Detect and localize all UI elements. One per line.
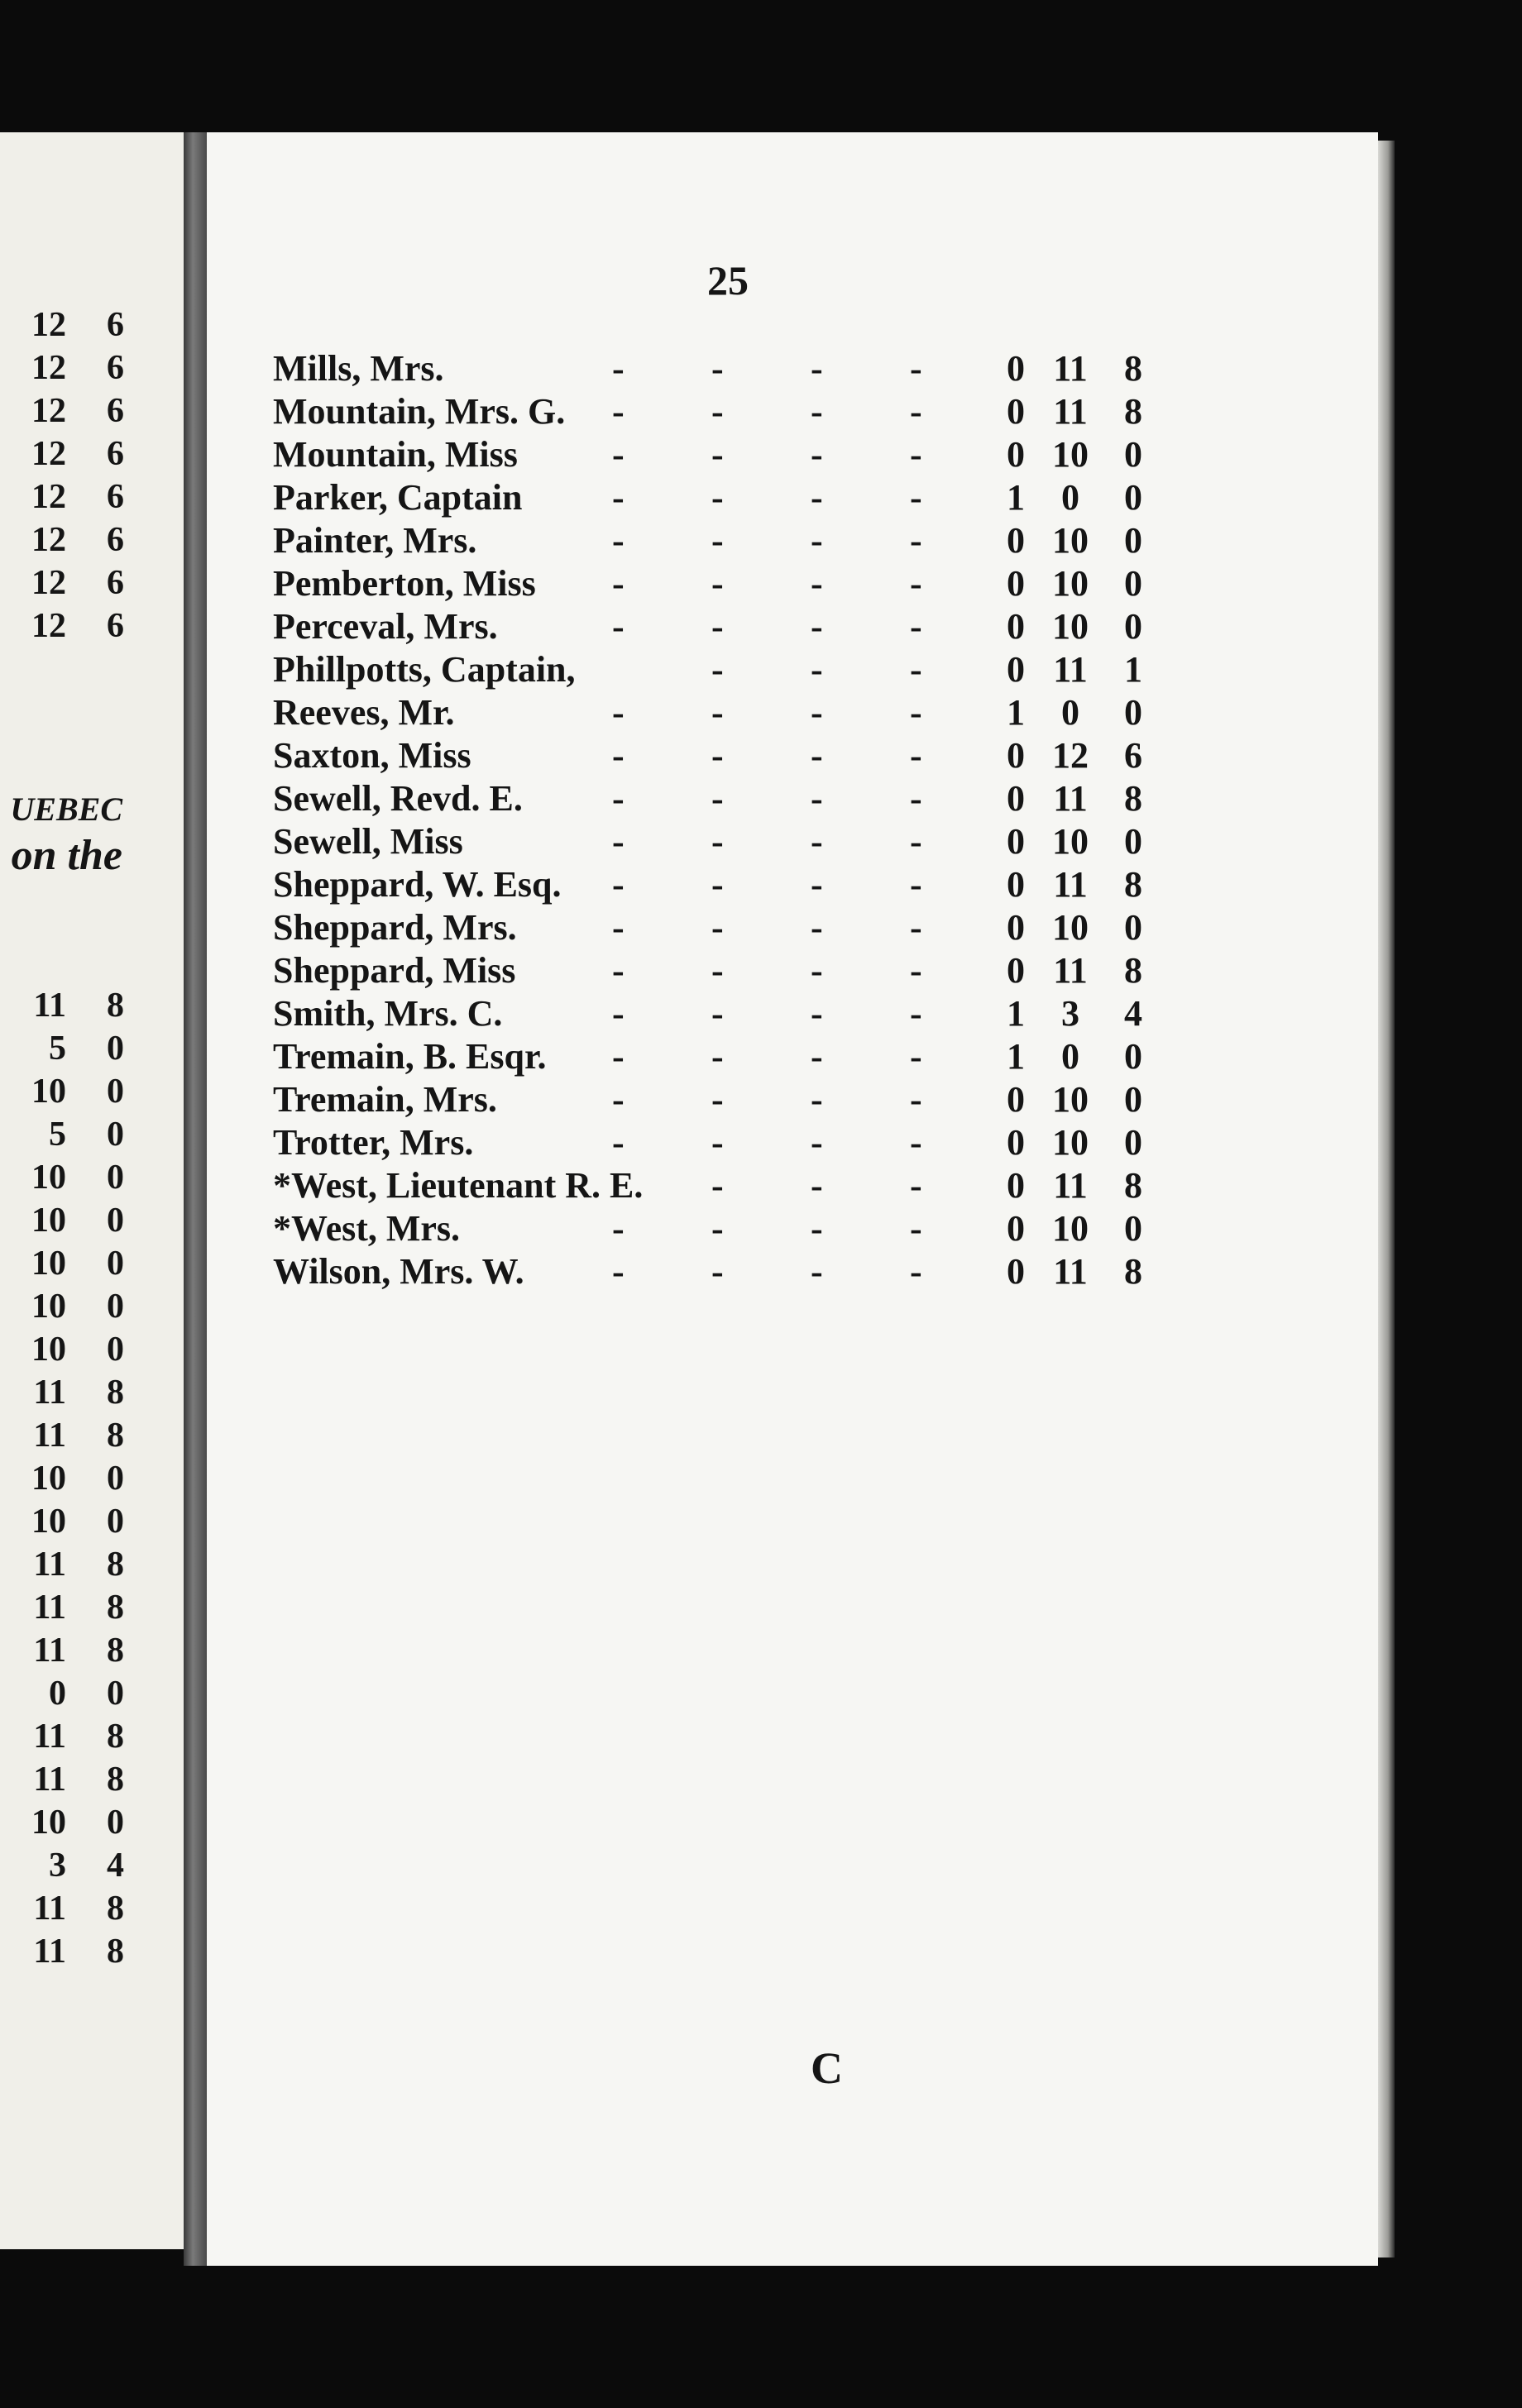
subscriber-row xyxy=(273,347,1332,390)
previous-page-row xyxy=(0,1414,124,1457)
subscriber-row xyxy=(273,734,1332,777)
previous-page-pence: 8 xyxy=(107,1632,124,1670)
amount-pence: 0 xyxy=(1124,606,1142,647)
previous-page-shillings: 11 xyxy=(33,1933,66,1971)
previous-page-row xyxy=(0,1930,124,1973)
amount-shillings: 10 xyxy=(1052,821,1089,862)
leader-dash: - xyxy=(811,1208,823,1249)
leader-dash: - xyxy=(711,993,724,1034)
amount-pounds: 0 xyxy=(1007,735,1025,776)
previous-page-pence: 0 xyxy=(107,1460,124,1498)
previous-page-row xyxy=(0,1543,124,1586)
subscriber-row xyxy=(273,390,1332,433)
leader-dash: - xyxy=(811,434,823,475)
previous-page-row xyxy=(0,1199,124,1242)
leader-dash: - xyxy=(811,864,823,905)
subscriber-row xyxy=(273,1164,1332,1207)
leader-dash: - xyxy=(711,1079,724,1120)
amount-pence: 4 xyxy=(1124,993,1142,1034)
leader-dash: - xyxy=(612,993,625,1034)
leader-dash: - xyxy=(612,821,625,862)
amount-pence: 1 xyxy=(1124,649,1142,690)
amount-pounds: 0 xyxy=(1007,434,1025,475)
leader-dash: - xyxy=(711,735,724,776)
amount-pounds: 0 xyxy=(1007,649,1025,690)
leader-dash: - xyxy=(811,1122,823,1163)
previous-page-shillings: 5 xyxy=(49,1116,66,1154)
subscriber-name: Sewell, Revd. E. xyxy=(273,778,523,819)
previous-page-row xyxy=(0,303,124,346)
previous-page-shillings: 12 xyxy=(31,564,66,602)
leader-dash: - xyxy=(910,907,922,948)
amount-pence: 6 xyxy=(1124,735,1142,776)
previous-page-shillings: 5 xyxy=(49,1030,66,1068)
previous-page-row xyxy=(0,1027,124,1070)
leader-dash: - xyxy=(811,735,823,776)
previous-page-pence: 0 xyxy=(107,1030,124,1068)
previous-page-shillings: 12 xyxy=(31,349,66,387)
previous-page-row xyxy=(0,1672,124,1715)
previous-page-row xyxy=(0,604,124,647)
signature-mark: C xyxy=(811,2043,843,2093)
leader-dash: - xyxy=(711,864,724,905)
subscriber-row xyxy=(273,1121,1332,1164)
subscriber-name: Sheppard, Mrs. xyxy=(273,907,517,948)
leader-dash: - xyxy=(612,864,625,905)
leader-dash: - xyxy=(711,907,724,948)
amount-pence: 8 xyxy=(1124,1165,1142,1206)
subscriber-row xyxy=(273,648,1332,691)
previous-page-shillings: 10 xyxy=(31,1245,66,1283)
amount-pounds: 0 xyxy=(1007,907,1025,948)
previous-page-shillings: 10 xyxy=(31,1288,66,1326)
previous-page-shillings: 11 xyxy=(33,1546,66,1584)
previous-page-shillings: 12 xyxy=(31,435,66,473)
leader-dash: - xyxy=(910,348,922,389)
previous-page-pence: 6 xyxy=(107,306,124,344)
leader-dash: - xyxy=(811,563,823,604)
leader-dash: - xyxy=(910,649,922,690)
amount-pence: 0 xyxy=(1124,692,1142,733)
leader-dash: - xyxy=(612,692,625,733)
previous-page-shillings: 10 xyxy=(31,1073,66,1111)
amount-shillings: 10 xyxy=(1052,606,1089,647)
leader-dash: - xyxy=(811,907,823,948)
page-number: 25 xyxy=(707,257,749,303)
subscriber-name: Mills, Mrs. xyxy=(273,348,444,389)
leader-dash: - xyxy=(711,692,724,733)
amount-pence: 0 xyxy=(1124,477,1142,518)
previous-page-pence: 6 xyxy=(107,435,124,473)
previous-page-shillings: 10 xyxy=(31,1503,66,1541)
leader-dash: - xyxy=(910,1208,922,1249)
subscriber-row xyxy=(273,562,1332,605)
leader-dash: - xyxy=(811,348,823,389)
leader-dash: - xyxy=(711,606,724,647)
subscriber-row xyxy=(273,433,1332,476)
previous-page-pence: 0 xyxy=(107,1245,124,1283)
previous-page-pence: 8 xyxy=(107,1417,124,1455)
subscriber-name: Painter, Mrs. xyxy=(273,520,477,561)
subscriber-name: Sewell, Miss xyxy=(273,821,463,862)
amount-pence: 0 xyxy=(1124,520,1142,561)
subscriber-row xyxy=(273,691,1332,734)
leader-dash: - xyxy=(811,950,823,991)
previous-page-fragment xyxy=(0,132,184,2249)
leader-dash: - xyxy=(711,821,724,862)
amount-pounds: 0 xyxy=(1007,950,1025,991)
amount-shillings: 11 xyxy=(1053,1165,1088,1206)
subscriber-row xyxy=(273,863,1332,906)
amount-shillings: 10 xyxy=(1052,434,1089,475)
leader-dash: - xyxy=(910,950,922,991)
subscriber-name: *West, Mrs. xyxy=(273,1208,461,1249)
amount-pence: 0 xyxy=(1124,1036,1142,1077)
previous-page-shillings: 3 xyxy=(49,1847,66,1885)
previous-page-pence: 0 xyxy=(107,1159,124,1197)
leader-dash: - xyxy=(711,1251,724,1292)
leader-dash: - xyxy=(612,1251,625,1292)
leader-dash: - xyxy=(711,950,724,991)
previous-page-pence: 8 xyxy=(107,1890,124,1928)
leader-dash: - xyxy=(811,1036,823,1077)
previous-page-shillings: 11 xyxy=(33,1589,66,1627)
leader-dash: - xyxy=(910,1165,922,1206)
leader-dash: - xyxy=(612,907,625,948)
previous-page-row xyxy=(0,1801,124,1844)
previous-page-pence: 8 xyxy=(107,1374,124,1412)
amount-pence: 0 xyxy=(1124,821,1142,862)
previous-page-shillings: 10 xyxy=(31,1804,66,1842)
amount-pounds: 0 xyxy=(1007,1122,1025,1163)
previous-page-row xyxy=(0,1887,124,1930)
leader-dash: - xyxy=(811,778,823,819)
previous-page-row xyxy=(0,984,124,1027)
subscriber-row xyxy=(273,1078,1332,1121)
amount-pounds: 1 xyxy=(1007,1036,1025,1077)
subscriber-name: Sheppard, W. Esq. xyxy=(273,864,562,905)
previous-page-shillings: 10 xyxy=(31,1331,66,1369)
leader-dash: - xyxy=(811,821,823,862)
leader-dash: - xyxy=(711,563,724,604)
previous-page-row xyxy=(0,1715,124,1758)
leader-dash: - xyxy=(811,1165,823,1206)
previous-page-pence: 4 xyxy=(107,1847,124,1885)
leader-dash: - xyxy=(910,1251,922,1292)
previous-page-shillings: 11 xyxy=(33,1417,66,1455)
subscriber-name: Wilson, Mrs. W. xyxy=(273,1251,524,1292)
leader-dash: - xyxy=(711,649,724,690)
amount-pounds: 0 xyxy=(1007,1079,1025,1120)
previous-page-pence: 6 xyxy=(107,392,124,430)
previous-page-pence: 8 xyxy=(107,1718,124,1756)
amount-pence: 8 xyxy=(1124,950,1142,991)
leader-dash: - xyxy=(910,1036,922,1077)
amount-pence: 8 xyxy=(1124,778,1142,819)
book-gutter xyxy=(184,132,207,2266)
subscriber-name: Sheppard, Miss xyxy=(273,950,516,991)
previous-page-row xyxy=(0,475,124,518)
leader-dash: - xyxy=(612,1036,625,1077)
leader-dash: - xyxy=(711,1036,724,1077)
previous-page-shillings: 11 xyxy=(33,1761,66,1799)
amount-pounds: 0 xyxy=(1007,563,1025,604)
leader-dash: - xyxy=(910,391,922,432)
leader-dash: - xyxy=(711,1122,724,1163)
previous-page-pence: 0 xyxy=(107,1073,124,1111)
previous-page-pence: 0 xyxy=(107,1503,124,1541)
leader-dash: - xyxy=(811,477,823,518)
subscriber-row xyxy=(273,820,1332,863)
amount-shillings: 10 xyxy=(1052,1208,1089,1249)
amount-pence: 8 xyxy=(1124,391,1142,432)
leader-dash: - xyxy=(612,1122,625,1163)
leader-dash: - xyxy=(612,778,625,819)
previous-page-pence: 0 xyxy=(107,1331,124,1369)
previous-page-shillings: 12 xyxy=(31,521,66,559)
amount-shillings: 12 xyxy=(1052,735,1089,776)
amount-shillings: 0 xyxy=(1061,692,1079,733)
leader-dash: - xyxy=(910,563,922,604)
leader-dash: - xyxy=(612,606,625,647)
previous-page-row xyxy=(0,1758,124,1801)
leader-dash: - xyxy=(910,778,922,819)
previous-page-row xyxy=(0,561,124,604)
amount-pounds: 0 xyxy=(1007,864,1025,905)
leader-dash: - xyxy=(910,1122,922,1163)
previous-page-row xyxy=(0,1586,124,1629)
previous-page-row xyxy=(0,1156,124,1199)
leader-dash: - xyxy=(811,993,823,1034)
previous-page-shillings: 10 xyxy=(31,1159,66,1197)
previous-page-row xyxy=(0,518,124,561)
amount-shillings: 3 xyxy=(1061,993,1079,1034)
amount-shillings: 11 xyxy=(1053,778,1088,819)
previous-page-pence: 8 xyxy=(107,1546,124,1584)
subscriber-row xyxy=(273,949,1332,992)
previous-page-shillings: 11 xyxy=(33,1718,66,1756)
previous-page-pence: 6 xyxy=(107,521,124,559)
subscriber-name: *West, Lieutenant R. E. xyxy=(273,1165,644,1206)
subscriber-row xyxy=(273,476,1332,519)
amount-pence: 8 xyxy=(1124,864,1142,905)
subscriber-name: Smith, Mrs. C. xyxy=(273,993,503,1034)
previous-page-heading: UEBEC xyxy=(10,791,122,828)
leader-dash: - xyxy=(711,778,724,819)
previous-page-row xyxy=(0,346,124,389)
amount-shillings: 0 xyxy=(1061,1036,1079,1077)
amount-pounds: 0 xyxy=(1007,1208,1025,1249)
subscriber-list xyxy=(273,347,1332,1293)
leader-dash: - xyxy=(612,1079,625,1120)
previous-page-shillings: 12 xyxy=(31,478,66,516)
subscriber-row xyxy=(273,1250,1332,1293)
leader-dash: - xyxy=(612,950,625,991)
subscriber-row xyxy=(273,777,1332,820)
leader-dash: - xyxy=(910,520,922,561)
previous-page-shillings: 10 xyxy=(31,1202,66,1240)
previous-page-row xyxy=(0,1070,124,1113)
leader-dash: - xyxy=(910,993,922,1034)
previous-page-pence: 0 xyxy=(107,1675,124,1713)
amount-pence: 0 xyxy=(1124,1208,1142,1249)
leader-dash: - xyxy=(910,864,922,905)
amount-shillings: 10 xyxy=(1052,907,1089,948)
document-page xyxy=(207,132,1378,2266)
amount-shillings: 11 xyxy=(1053,649,1088,690)
leader-dash: - xyxy=(811,520,823,561)
previous-page-row xyxy=(0,389,124,432)
leader-dash: - xyxy=(711,434,724,475)
leader-dash: - xyxy=(910,606,922,647)
subscriber-name: Perceval, Mrs. xyxy=(273,606,498,647)
previous-page-row xyxy=(0,432,124,475)
previous-page-shillings: 10 xyxy=(31,1460,66,1498)
leader-dash: - xyxy=(711,1165,724,1206)
subscriber-name: Trotter, Mrs. xyxy=(273,1122,474,1163)
previous-page-pence: 6 xyxy=(107,607,124,645)
previous-page-pence: 8 xyxy=(107,987,124,1025)
amount-pence: 0 xyxy=(1124,907,1142,948)
leader-dash: - xyxy=(711,1208,724,1249)
amount-pence: 0 xyxy=(1124,1122,1142,1163)
amount-shillings: 11 xyxy=(1053,864,1088,905)
leader-dash: - xyxy=(910,821,922,862)
amount-pence: 8 xyxy=(1124,1251,1142,1292)
leader-dash: - xyxy=(612,520,625,561)
leader-dash: - xyxy=(711,520,724,561)
amount-pounds: 0 xyxy=(1007,778,1025,819)
previous-page-shillings: 12 xyxy=(31,392,66,430)
previous-page-row xyxy=(0,1457,124,1500)
previous-page-row xyxy=(0,1500,124,1543)
leader-dash: - xyxy=(612,434,625,475)
leader-dash: - xyxy=(910,1079,922,1120)
amount-pounds: 0 xyxy=(1007,1165,1025,1206)
previous-page-shillings: 11 xyxy=(33,1374,66,1412)
previous-page-pence: 0 xyxy=(107,1116,124,1154)
page-edge xyxy=(1378,141,1395,2258)
amount-pounds: 0 xyxy=(1007,1251,1025,1292)
amount-shillings: 10 xyxy=(1052,520,1089,561)
previous-page-shillings: 11 xyxy=(33,1890,66,1928)
amount-shillings: 10 xyxy=(1052,1122,1089,1163)
previous-page-row xyxy=(0,1371,124,1414)
amount-pounds: 0 xyxy=(1007,821,1025,862)
amount-pounds: 0 xyxy=(1007,520,1025,561)
subscriber-name: Reeves, Mr. xyxy=(273,692,455,733)
previous-page-pence: 0 xyxy=(107,1288,124,1326)
leader-dash: - xyxy=(811,1251,823,1292)
previous-page-shillings: 0 xyxy=(49,1675,66,1713)
subscriber-name: Phillpotts, Captain, xyxy=(273,649,576,690)
amount-shillings: 0 xyxy=(1061,477,1079,518)
subscriber-row xyxy=(273,1035,1332,1078)
leader-dash: - xyxy=(811,692,823,733)
subscriber-name: Tremain, B. Esqr. xyxy=(273,1036,547,1077)
amount-pence: 0 xyxy=(1124,434,1142,475)
amount-pounds: 0 xyxy=(1007,391,1025,432)
previous-page-pence: 6 xyxy=(107,564,124,602)
leader-dash: - xyxy=(910,434,922,475)
leader-dash: - xyxy=(910,735,922,776)
leader-dash: - xyxy=(910,692,922,733)
previous-page-row xyxy=(0,1285,124,1328)
leader-dash: - xyxy=(612,391,625,432)
subscriber-row xyxy=(273,519,1332,562)
previous-page-pence: 6 xyxy=(107,478,124,516)
subscriber-name: Mountain, Mrs. G. xyxy=(273,391,566,432)
subscriber-name: Pemberton, Miss xyxy=(273,563,536,604)
leader-dash: - xyxy=(711,348,724,389)
leader-dash: - xyxy=(612,735,625,776)
leader-dash: - xyxy=(811,391,823,432)
amount-shillings: 11 xyxy=(1053,950,1088,991)
previous-page-pence: 0 xyxy=(107,1202,124,1240)
subscriber-name: Parker, Captain xyxy=(273,477,523,518)
amount-pounds: 1 xyxy=(1007,692,1025,733)
previous-page-row xyxy=(0,1629,124,1672)
previous-page-row xyxy=(0,1328,124,1371)
leader-dash: - xyxy=(612,563,625,604)
leader-dash: - xyxy=(910,477,922,518)
amount-pounds: 0 xyxy=(1007,606,1025,647)
amount-shillings: 10 xyxy=(1052,1079,1089,1120)
subscriber-row xyxy=(273,906,1332,949)
previous-page-pence: 6 xyxy=(107,349,124,387)
previous-page-shillings: 12 xyxy=(31,607,66,645)
previous-page-subheading: on the xyxy=(11,832,122,879)
previous-page-row xyxy=(0,1844,124,1887)
previous-page-pence: 0 xyxy=(107,1804,124,1842)
amount-pence: 0 xyxy=(1124,563,1142,604)
leader-dash: - xyxy=(711,477,724,518)
leader-dash: - xyxy=(612,477,625,518)
subscriber-name: Tremain, Mrs. xyxy=(273,1079,497,1120)
previous-page-pence: 8 xyxy=(107,1761,124,1799)
previous-page-shillings: 11 xyxy=(33,1632,66,1670)
amount-shillings: 11 xyxy=(1053,348,1088,389)
previous-page-row xyxy=(0,1242,124,1285)
leader-dash: - xyxy=(811,1079,823,1120)
previous-page-shillings: 11 xyxy=(33,987,66,1025)
previous-page-pence: 8 xyxy=(107,1589,124,1627)
previous-page-row xyxy=(0,1113,124,1156)
leader-dash: - xyxy=(612,1208,625,1249)
subscriber-name: Saxton, Miss xyxy=(273,735,471,776)
leader-dash: - xyxy=(711,391,724,432)
subscriber-row xyxy=(273,992,1332,1035)
amount-pence: 0 xyxy=(1124,1079,1142,1120)
subscriber-name: Mountain, Miss xyxy=(273,434,518,475)
previous-page-pence: 8 xyxy=(107,1933,124,1971)
amount-pounds: 0 xyxy=(1007,348,1025,389)
previous-page-shillings: 12 xyxy=(31,306,66,344)
leader-dash: - xyxy=(811,606,823,647)
subscriber-row xyxy=(273,1207,1332,1250)
leader-dash: - xyxy=(811,649,823,690)
amount-shillings: 10 xyxy=(1052,563,1089,604)
amount-shillings: 11 xyxy=(1053,1251,1088,1292)
amount-shillings: 11 xyxy=(1053,391,1088,432)
amount-pounds: 1 xyxy=(1007,993,1025,1034)
amount-pence: 8 xyxy=(1124,348,1142,389)
subscriber-row xyxy=(273,605,1332,648)
leader-dash: - xyxy=(612,348,625,389)
amount-pounds: 1 xyxy=(1007,477,1025,518)
